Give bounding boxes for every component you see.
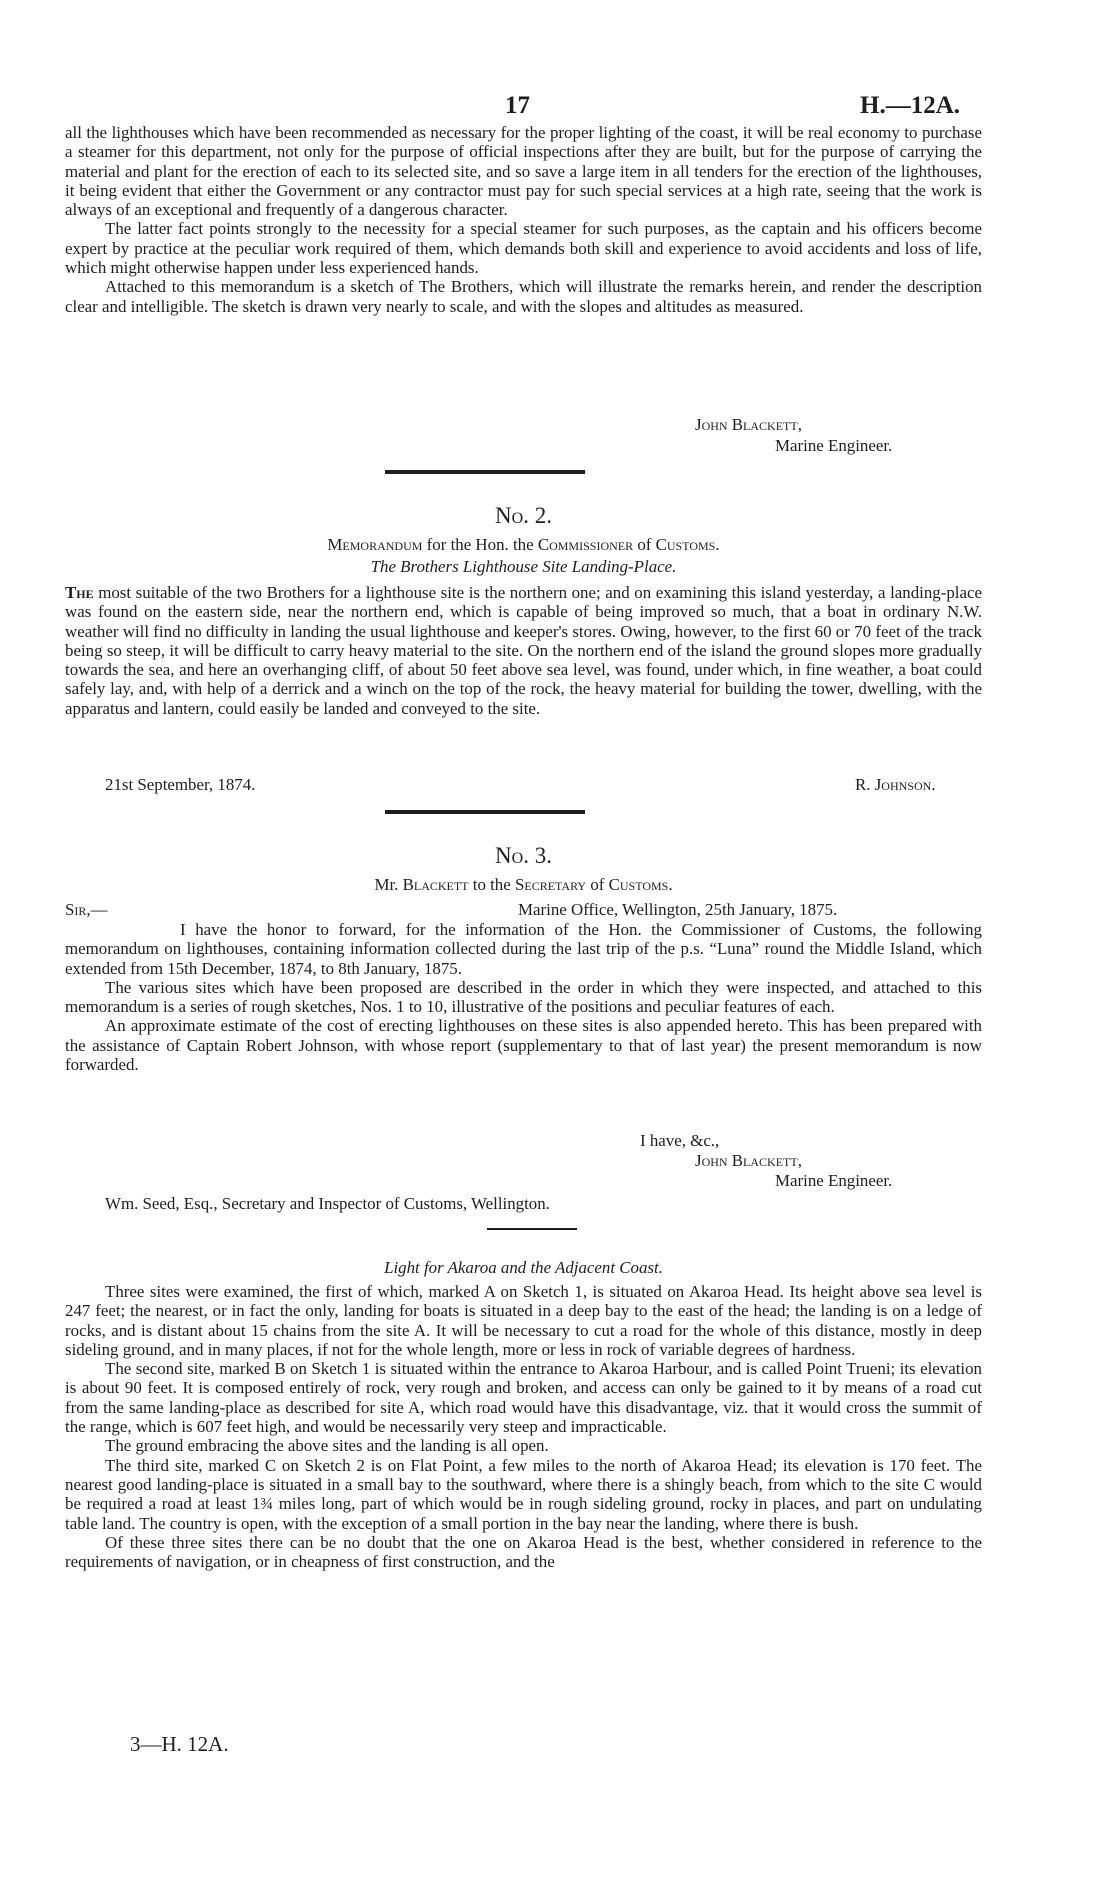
closing: I have, &c.,	[640, 1131, 720, 1150]
section-2-paragraph	[65, 583, 982, 718]
intro-section	[65, 123, 982, 316]
section-2-title-dept: Customs.	[655, 535, 720, 554]
section-3-title	[65, 875, 982, 895]
section-divider-3	[487, 1228, 577, 1230]
section-2-title-prefix: Memorandum	[327, 535, 423, 554]
section-2-title	[65, 535, 982, 555]
intro-paragraph-3: Attached to this memorandum is a sketch of The Brothers, which will illustrate the remarks herein, and render the description clear and intelligible. The sketch is drawn very nearly to scale, and with the slopes and altitudes as measured.	[65, 277, 982, 316]
page-number: 17	[505, 92, 530, 119]
place-and-date: Marine Office, Wellington, 25th January, 1875.	[518, 900, 838, 919]
section-3-number: No. 3.	[495, 843, 552, 868]
section-3-title-name: Blackett	[402, 875, 469, 894]
section-2-subtitle: The Brothers Lighthouse Site Landing-Place.	[370, 557, 677, 576]
section-3-paragraph-3: An approximate estimate of the cost of erecting lighthouses on these sites is also appended hereto. This has been prepared with the assistance of Captain Robert Johnson, with whose report (supplementary to that of last year) the present memorandum is now forwarded.	[65, 1016, 982, 1075]
section-2-lead-word: The	[65, 583, 94, 602]
akaroa-paragraph-1: Three sites were examined, the first of which, marked A on Sketch 1, is situated on Akaroa Head. Its height above sea level is 247 feet; the nearest, or in fact the only, landing for boats is situated in a deep bay to the east of the head; the landing is on a ledge of rocks, and is distant about 15 chains from the site A. It will be necessary to cut a road for the whole of this distance, mostly in deep sideling ground, and in many places, if not for the whole length, more or less in rock of variable degrees of hardness.	[65, 1282, 982, 1359]
section-3-paragraph-1: I have the honor to forward, for the information of the Hon. the Commissioner of Customs, the following memorandum on lighthouses, containing information collected during the last trip of the p.s. “Luna” round the Middle Island, which extended from 15th December, 1874, to 8th January, 1875.	[65, 920, 982, 978]
section-2-date: 21st September, 1874.	[105, 775, 256, 794]
section-3-title-to: to the	[468, 875, 515, 894]
akaroa-paragraph-3: The ground embracing the above sites and the landing is all open.	[105, 1436, 549, 1456]
document-reference: H.—12A.	[860, 92, 960, 119]
addressee: Wm. Seed, Esq., Secretary and Inspector of Customs, Wellington.	[105, 1194, 550, 1213]
section-divider-1	[385, 470, 585, 474]
akaroa-heading: Light for Akaroa and the Adjacent Coast.	[384, 1258, 663, 1277]
akaroa-body	[65, 1282, 982, 1571]
akaroa-paragraph-5: Of these three sites there can be no doubt that the one on Akaroa Head is the best, whether considered in reference to the requirements of navigation, or in cheapness of first construction, and the	[65, 1532, 982, 1572]
section-3-signature-name: John Blackett,	[695, 1151, 802, 1170]
signature-mark: 3—H. 12A.	[130, 1732, 229, 1756]
section-3-title-office: Secretary	[514, 875, 587, 894]
akaroa-paragraph-2: The second site, marked B on Sketch 1 is situated within the entrance to Akaroa Harbour, and is called Point Trueni; its elevation is about 90 feet. It is composed entirely of rock, very rough and broken, and access can only be gained to it by means of a road cut from the same landing-place as described for site A, which road would have this disadvantage, viz. that it would cross the summit of the range, which is 607 feet high, and would be necessarily very steep and impracticable.	[65, 1359, 982, 1437]
section-3-body	[65, 920, 982, 1074]
section-2-signature: R. Johnson.	[855, 775, 936, 794]
section-3-title-of: of	[586, 875, 609, 894]
intro-paragraph-1: all the lighthouses which have been recommended as necessary for the proper lighting of the coast, it will be real economy to purchase a steamer for this department, not only for the purpose of official inspections after they are built, but for the purpose of carrying the material and plant for the erection of each to its selected site, and so save a large item in all tenders for the erection of the lighthouses, it being evident that either the Government or any contractor must pay for such special services at a high rate, seeing that the work is always of an exceptional and frequently of a dangerous character.	[65, 123, 982, 220]
intro-signature-title: Marine Engineer.	[775, 436, 893, 455]
section-3-signature-title: Marine Engineer.	[775, 1171, 893, 1190]
intro-signature-name: John Blackett,	[695, 415, 802, 434]
intro-paragraph-2: The latter fact points strongly to the necessity for a special steamer for such purposes, as the captain and his officers become expert by practice at the peculiar work required of them, which demands both skill and experience to avoid accidents and loss of life, which might otherwise happen under less experienced hands.	[65, 219, 982, 278]
section-2-number: No. 2.	[495, 503, 552, 528]
section-3-paragraph-2: The various sites which have been proposed are described in the order in which they were inspected, and attached to this memorandum is a series of rough sketches, Nos. 1 to 10, illustrative of the positions and peculiar features of each.	[65, 977, 982, 1017]
section-2-body	[65, 583, 982, 718]
section-2-title-office: Commissioner	[537, 535, 634, 554]
section-divider-2	[385, 810, 585, 814]
section-2-title-middle1: for the Hon. the	[422, 535, 538, 554]
section-3-title-dept: Customs.	[608, 875, 673, 894]
section-3-title-from: Mr.	[374, 875, 403, 894]
akaroa-paragraph-4: The third site, marked C on Sketch 2 is on Flat Point, a few miles to the north of Akaroa Head; its elevation is 170 feet. The nearest good landing-place is situated in a small bay to the southward, where there is a shingly beach, from which to the site C would be required a road at least 1¾ miles long, part of which would be in rough sideling ground, rocky in places, and part on undulating table land. The country is open, with the exception of a small portion in the bay near the landing, where there is bush.	[65, 1455, 982, 1533]
section-2-paragraph-text: most suitable of the two Brothers for a lighthouse site is the northern one; and on examining this island yesterday, a landing-place was found on the eastern side, near the northern end, which is capable of being improved so much, that a boat in ordinary N.W. weather will find no difficulty in landing the usual lighthouse and keeper's stores. Owing, however, to the first 60 or 70 feet of the track being so steep, it will be difficult to carry heavy material to the site. On the northern end of the island the ground slopes more gradually towards the sea, and here an overhanging cliff, of about 50 feet above sea level, was found, under which, in fine weather, a boat could safely lay, and, with help of a derrick and a winch on the top of the rock, the heavy material for building the tower, dwelling, with the apparatus and lantern, could easily be landed and conveyed to the site.	[65, 583, 982, 718]
section-2-title-middle2: of	[633, 535, 656, 554]
salutation: Sir,—	[65, 900, 108, 919]
